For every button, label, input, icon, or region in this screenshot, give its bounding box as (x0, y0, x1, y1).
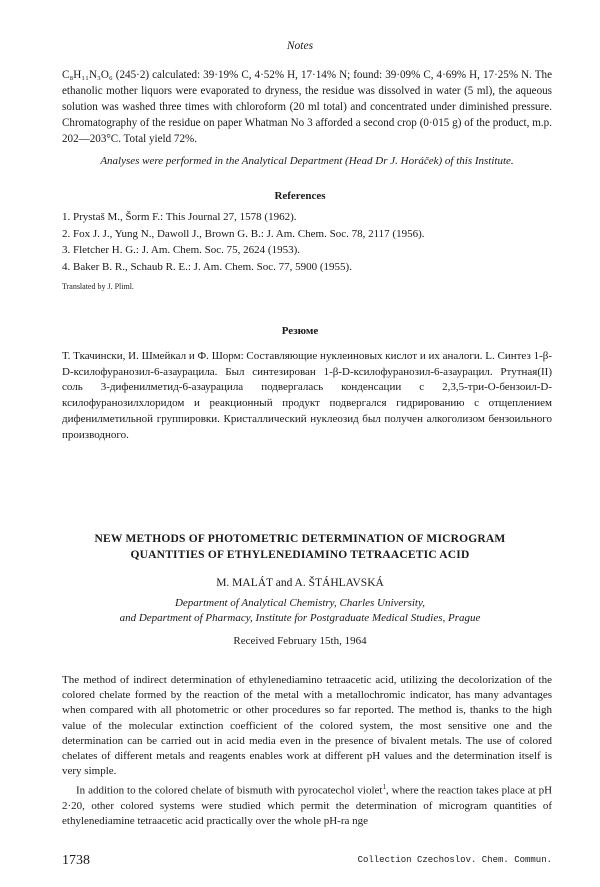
body-text: , where the reaction takes place at pH 2·20, other colored systems were studied which permit the determination of microgram quantities of ethylenediamine tetraacetic acid practically over the whole pH-ra nge (62, 784, 553, 828)
translator-credit: Translated by J. Pliml. (62, 282, 134, 291)
author-affiliation (0, 596, 600, 626)
article-abstract: The method of indirect determination of ethylenediamino tetraacetic acid, utilizing the decolorization of the colored chelate formed by the reaction of the metal with a metallochromic indicator, has many advantages when compared with all photometric or other procedures so far reported. The method is, thanks to the high value of the molecular extinction coefficient of the colored system, the most sensitive one and the determination can be carried out in acid media even in the presence of bivalent metals. The use of colored chelates of different metals and reagents enables work at different pH values and the determination itself is very simple. (62, 674, 552, 778)
analyses-note: Analyses were performed in the Analytical Department (Head Dr J. Horáček) of this Institute. (100, 155, 514, 167)
experimental-paragraph: C₈H₁₁N₃O₆ (245·2) calculated: 39·19% C, 4·52% H, 17·14% N; found: 39·09% C, 4·69% H, 17·25% N. The ethanolic mother liquors were evaporated to dryness, the residue was dissolved in water (5 ml), the aqueous solution was washed three times with chloroform (20 ml total) and concentrated under diminished pressure. Chromatography of the residue on paper Whatman No 3 afforded a second crop (0·015 g) of the product, m.p. 202—203°C. Total yield 72%. (62, 69, 552, 145)
received-date: Received February 15th, 1964 (233, 635, 367, 647)
journal-name: Collection Czechoslov. Chem. Commun. (357, 855, 552, 865)
reference-list (62, 209, 552, 275)
affiliation-line: Department of Analytical Chemistry, Charles University, (174, 597, 426, 609)
reference-item: 3. Fletcher H. G.: J. Am. Chem. Soc. 75, 2624 (1953). (62, 244, 301, 256)
body-text: In addition to the colored chelate of bismuth with pyrocatechol violet (76, 784, 383, 797)
reference-item: 4. Baker B. R., Schaub R. E.: J. Am. Chem. Soc. 77, 5900 (1955). (62, 260, 352, 273)
article-title-line: QUANTITIES OF ETHYLENEDIAMINO TETRAACETIC ACID (130, 549, 470, 561)
article-body-paragraph (62, 780, 552, 829)
article-title-line: NEW METHODS OF PHOTOMETRIC DETERMINATION OF MICROGRAM (94, 533, 506, 545)
article-title (0, 531, 600, 563)
article-authors: M. MALÁT and A. ŠTÁHLAVSKÁ (216, 577, 384, 589)
references-heading: References (274, 190, 326, 202)
running-header: Notes (286, 40, 314, 52)
page-number: 1738 (62, 853, 90, 868)
reference-item: 2. Fox J. J., Yung N., Dawoll J., Brown G. B.: J. Am. Chem. Soc. 78, 2117 (1956). (62, 227, 425, 240)
russian-resume: Т. Ткачински, И. Шмейкал и Ф. Шорм: Составляющие нуклеиновых кислот и их аналоги. L. Синтез 1-β-D-ксилофуранозил-6-азаурацила. Был синтезирован 1-β-D-ксилофуранозил-6-азаурацил. Ртутная(II) соль 3-дифенилметид-6-азаурацила подвергалась конденсации с 2,3,5-три-О-бензоил-D-ксилофуранозилхлоридом и реакционный продукт подвергался гидрированию с отщеплением дифенилметильной группировки. Кристаллический нуклеозид был получен алкоголизом бензоильного производного. (62, 350, 552, 441)
affiliation-line: and Department of Pharmacy, Institute for Postgraduate Medical Studies, Prague (119, 612, 481, 624)
footnote-ref: 1 (382, 783, 386, 791)
resume-heading: Резюме (281, 325, 319, 337)
reference-item: 1. Prystaš M., Šorm F.: This Journal 27, 1578 (1962). (62, 211, 297, 223)
